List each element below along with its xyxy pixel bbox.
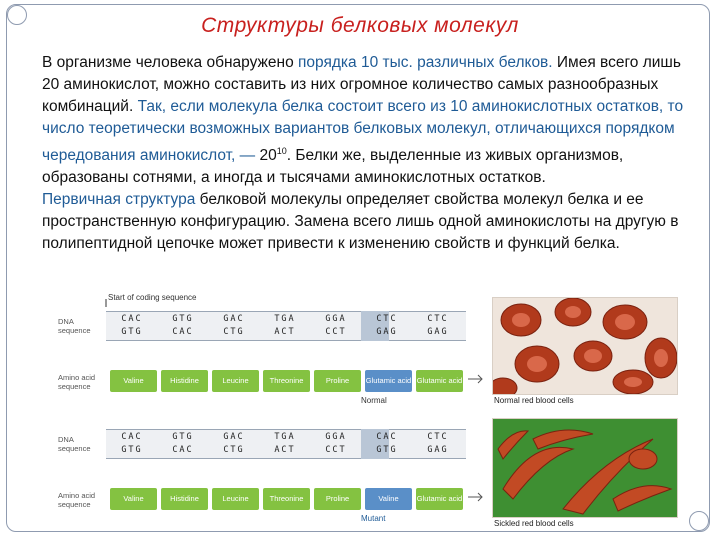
arrow-normal-icon: [468, 373, 488, 385]
amino-acid-box: Glutamic acid: [365, 370, 412, 392]
dna-codon: GTG: [121, 445, 143, 455]
body-text: [26, 52, 694, 255]
p1-number: 20: [255, 147, 277, 165]
amino-acid-box: Glutamic acid: [416, 488, 463, 510]
dna-codon: GTG: [376, 445, 398, 455]
amino-acid-box: Valine: [365, 488, 412, 510]
dna-codon: CTG: [223, 327, 245, 337]
dna-codon: GAC: [223, 314, 245, 324]
paragraph-1: [26, 52, 694, 189]
dna-codon: CAC: [121, 432, 143, 442]
normal-rbc-caption: Normal red blood cells: [494, 396, 574, 405]
start-arrow-icon: [58, 297, 118, 311]
normal-rbc-image: [492, 297, 678, 395]
dna-codon: GTG: [172, 432, 194, 442]
slide-title: Структуры белковых молекул: [201, 14, 519, 37]
dna-codon: GGA: [325, 432, 347, 442]
dna-codon: GAG: [427, 327, 449, 337]
p1-exponent: 10: [276, 146, 287, 156]
p1-text-3: . Белки же, выделенные из живых организмов, образованы сотнями, а иногда и тысячами аминокислотных остатков.: [42, 147, 624, 187]
amino-acid-box: Leucine: [212, 488, 259, 510]
amino-acid-box: Histidine: [161, 488, 208, 510]
sickle-rbc-caption: Sickled red blood cells: [494, 519, 574, 528]
dna-codon: TGA: [274, 314, 296, 324]
mutant-label: Mutant: [361, 514, 386, 523]
p2-text: белковой молекулы определяет свойства молекул белка и ее пространственную конфигурацию. Замена всего лишь одной аминокислоты на другую в полипептидной цепочке может привести к изменению свойств и функций белка.: [42, 191, 679, 253]
p1-text-2: Имея всего лишь 20 аминокислот, можно составить из них огромное количество самых разнообразных комбинаций.: [42, 54, 681, 115]
paragraph-2: [26, 189, 694, 255]
dna-codon: TGA: [274, 432, 296, 442]
dna-codon: CCT: [325, 327, 347, 337]
dna-codon: CCT: [325, 445, 347, 455]
amino-acid-box: Proline: [314, 488, 361, 510]
amino-acid-box: Proline: [314, 370, 361, 392]
dna-codon: GTG: [121, 327, 143, 337]
arrow-mutant-icon: [468, 491, 488, 503]
dna-codon: ACT: [274, 327, 296, 337]
sickle-cell-diagram: [58, 293, 478, 533]
amino-acid-box: Valine: [110, 370, 157, 392]
p2-highlight: Первичная структура: [42, 191, 196, 209]
dna-codon: CTG: [223, 445, 245, 455]
dna-codon: GAC: [223, 432, 245, 442]
amino-acid-box: Threonine: [263, 370, 310, 392]
dna-codon: CAC: [121, 314, 143, 324]
aa-label-mutant: Amino acid sequence: [58, 491, 96, 509]
normal-label: Normal: [361, 396, 387, 405]
dna-codon: CAC: [376, 432, 398, 442]
dna-codon: CAC: [172, 445, 194, 455]
p1-highlight-1: порядка 10 тыс. различных белков.: [298, 54, 553, 71]
amino-acid-box: Threonine: [263, 488, 310, 510]
frame-corner-bottom-right: [689, 511, 709, 531]
dna-codon: CTC: [427, 314, 449, 324]
amino-acid-box: Leucine: [212, 370, 259, 392]
amino-acid-box: Glutamic acid: [416, 370, 463, 392]
dna-label-normal: DNA sequence: [58, 317, 91, 335]
normal-rbc-illustration: [493, 298, 677, 394]
p1-highlight-2: Так, если молекула белка состоит всего из 10 аминокислотных остатков, то число теоретически возможных вариантов белковых молекул, отличающихся порядком чередования аминокислот, —: [42, 98, 684, 165]
amino-acid-box: Valine: [110, 488, 157, 510]
amino-acid-box: Histidine: [161, 370, 208, 392]
aa-label-normal: Amino acid sequence: [58, 373, 96, 391]
sickle-rbc-image: [492, 418, 678, 518]
start-coding-label: Start of coding sequence: [108, 293, 197, 302]
dna-codon: CTC: [376, 314, 398, 324]
dna-codon: GAG: [376, 327, 398, 337]
p1-text-1: В организме человека обнаружено: [42, 54, 298, 71]
dna-codon: GAG: [427, 445, 449, 455]
sickle-rbc-illustration: [493, 419, 677, 517]
dna-codon: CTC: [427, 432, 449, 442]
dna-label-mutant: DNA sequence: [58, 435, 91, 453]
dna-codon: ACT: [274, 445, 296, 455]
dna-codon: CAC: [172, 327, 194, 337]
dna-codon: GTG: [172, 314, 194, 324]
dna-codon: GGA: [325, 314, 347, 324]
